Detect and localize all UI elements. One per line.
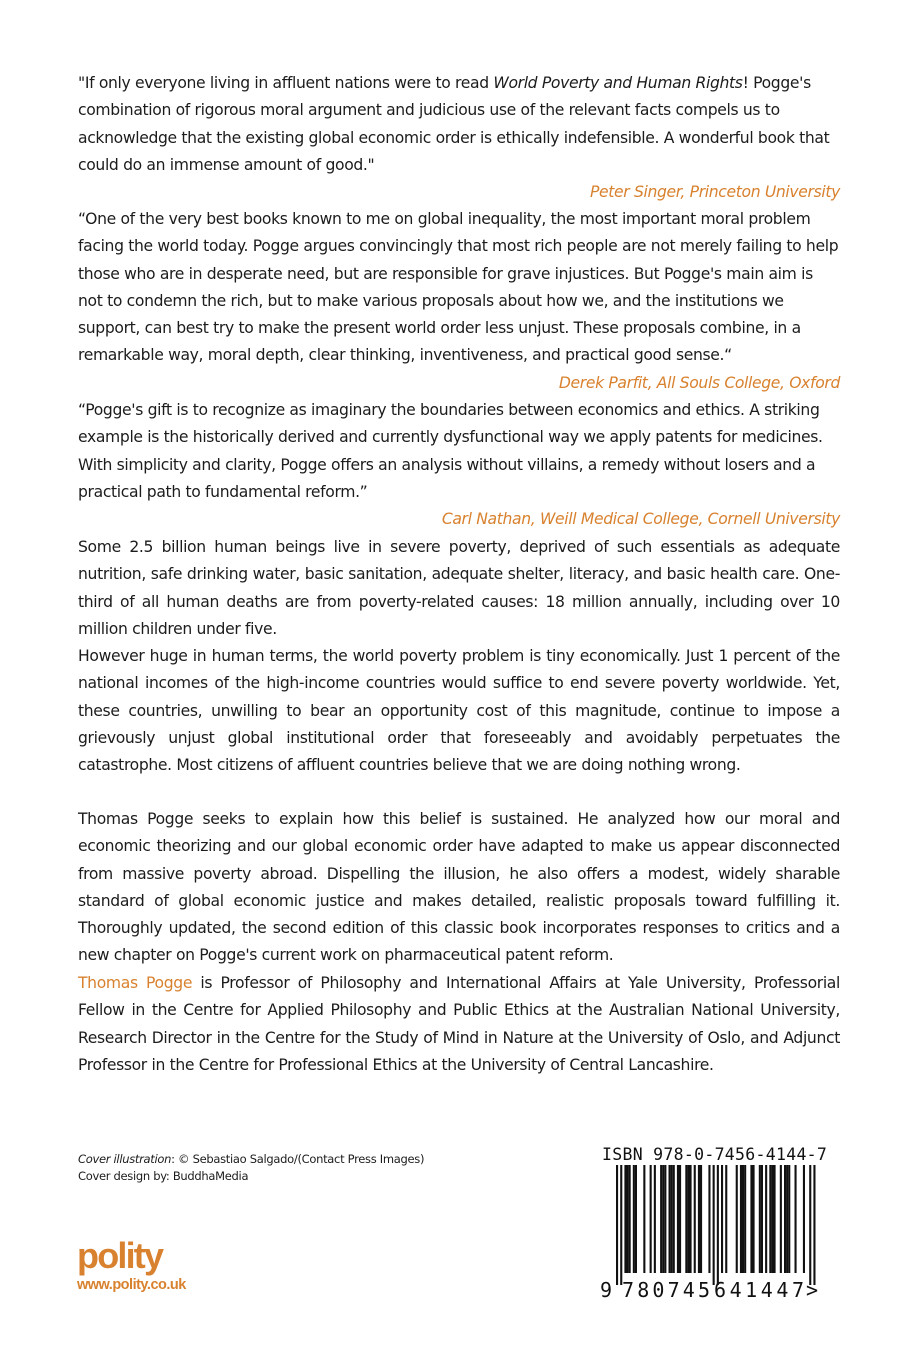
summary-paragraph-2: However huge in human terms, the world poverty problem is tiny economically. Just 1 percent of the national incomes of the high-income countries would suffice to end severe poverty worldwide. Yet, these countries, unwilling to bear an opportunity cost of this magnitude, continue to impose a grievously unjust global institutional order that foreseeably and avoidably perpetuates the catastrophe. Most citizens of affluent countries believe that we are doing nothing wrong. <box>78 647 840 775</box>
barcode-bar <box>788 1165 790 1273</box>
cover-illustration-credit: Cover illustration: © Sebastiao Salgado/(Contact Press Images) <box>78 1152 425 1166</box>
barcode-bar <box>620 1165 622 1285</box>
barcode-bar <box>633 1165 635 1273</box>
barcode-bar <box>750 1165 752 1273</box>
barcode-bar <box>725 1165 727 1273</box>
barcode-bar <box>774 1165 776 1273</box>
quote-1-attribution: Peter Singer, Princeton University <box>589 183 840 202</box>
barcode-bar <box>744 1165 746 1273</box>
barcode-bar <box>786 1165 788 1273</box>
barcode-bar <box>624 1165 626 1273</box>
summary-paragraph-1: Some 2.5 billion human beings live in severe poverty, deprived of such essentials as adequate nutrition, safe drinking water, basic sanitation, adequate shelter, literacy, and basic health care. One-third of all human deaths are from poverty-related causes: 18 million annually, including over 10 million children under five. <box>78 538 840 638</box>
barcode-bar <box>690 1165 692 1273</box>
barcode-bar <box>694 1165 696 1273</box>
barcode-bar <box>629 1165 631 1273</box>
author-bio <box>78 970 840 1079</box>
barcode-lead-digit: 9 <box>600 1278 613 1302</box>
barcode-bar <box>677 1165 679 1273</box>
barcode-bar <box>708 1165 710 1273</box>
barcode-bar <box>687 1165 689 1273</box>
barcode-bar <box>771 1165 773 1273</box>
isbn-label: ISBN 978-0-7456-4144-7 <box>602 1145 828 1164</box>
barcode-bars <box>616 1165 816 1285</box>
barcode-bar <box>643 1165 645 1273</box>
barcode-bar <box>784 1165 786 1273</box>
barcode-bar <box>671 1165 673 1273</box>
quote-3-text: “Pogge's gift is to recognize as imaginary the boundaries between economics and ethics. A striking example is the historically derived and currently dysfunctional way we apply patents for medicines. With simplicity and clarity, Pogge offers an analysis without villains, a remedy without losers and a practical path to fundamental reform.” <box>78 401 823 501</box>
barcode-bar <box>664 1165 666 1273</box>
barcode-bar <box>809 1165 811 1285</box>
barcode-bar <box>616 1165 618 1285</box>
barcode-bar <box>660 1165 662 1273</box>
barcode-bar <box>698 1165 700 1273</box>
barcode-bar <box>627 1165 629 1273</box>
quote-3-attribution: Carl Nathan, Weill Medical College, Cornell University <box>441 510 840 529</box>
barcode-bar <box>721 1165 723 1273</box>
barcode-left-digits: 780745 <box>622 1278 710 1302</box>
quote-3 <box>78 397 840 533</box>
summary-paragraph-3: Thomas Pogge seeks to explain how this belief is sustained. He analyzed how our moral and economic theorizing and our global economic order have adapted to make us appear disconnected from massive poverty abroad. Dispelling the illusion, he also offers a modest, widely sharable standard of global economic justice and makes detailed, realistic proposals toward fulfilling it. Thoroughly updated, the second edition of this classic book incorporates responses to critics and a new chapter on Pogge's current work on pharmaceutical patent reform. <box>78 810 840 965</box>
barcode-bar <box>736 1165 738 1273</box>
barcode-bar <box>650 1165 652 1273</box>
barcode-bar <box>759 1165 761 1273</box>
barcode-bar <box>769 1165 771 1273</box>
barcode-trailer: > <box>806 1278 819 1302</box>
cover-credits <box>78 1151 424 1185</box>
quote-1-text: "If only everyone living in affluent nations were to read World Poverty and Human Rights! Pogge's combination of rigorous moral argument and judicious use of the relevant facts compels us to acknowledge that the existing global economic order is ethically indefensible. A wonderful book that could do an immense amount of good." <box>78 74 830 174</box>
barcode-bar <box>685 1165 687 1273</box>
author-bio-text: is Professor of Philosophy and International Affairs at Yale University, Professorial Fellow in the Centre for Applied Philosophy and Public Ethics at the Australian National University, Research Director in the Centre for the Study of Mind in Nature at the University of Oslo, and Adjunct Professor in the Centre for Professional Ethics at the University of Central Lancashire. <box>78 974 840 1074</box>
barcode-right-digits: 641447 <box>714 1278 804 1302</box>
publisher-name: polity <box>77 1235 163 1276</box>
barcode-bar <box>761 1165 763 1273</box>
barcode-bar <box>717 1165 719 1285</box>
barcode-bar <box>669 1165 671 1273</box>
barcode-bar <box>700 1165 702 1273</box>
barcode-bar <box>742 1165 744 1273</box>
book-title: World Poverty and Human Rights <box>493 74 743 92</box>
barcode-bar <box>753 1165 755 1273</box>
barcode-bar <box>780 1165 782 1273</box>
barcode-bar <box>803 1165 805 1273</box>
author-name: Thomas Pogge <box>78 974 193 992</box>
barcode-bar <box>662 1165 664 1273</box>
barcode-bar <box>713 1165 715 1285</box>
quote-2-text: “One of the very best books known to me on global inequality, the most important moral problem facing the world today. Pogge argues convincingly that most rich people are not merely failing to help those who are in desperate need, but are responsible for grave injustices. But Pogge's main aim is not to condemn the rich, but to make various proposals about how we, and the institutions we support, can best try to make the present world order less unjust. These proposals combine, in a remarkable way, moral depth, clear thinking, inventiveness, and practical good sense.“ <box>78 210 839 365</box>
barcode-bar <box>740 1165 742 1273</box>
barcode-bar <box>635 1165 637 1273</box>
quote-1 <box>78 70 840 206</box>
isbn-barcode-block <box>598 1145 828 1305</box>
barcode-bar <box>679 1165 681 1273</box>
publisher-url[interactable]: www.polity.co.uk <box>77 1277 186 1293</box>
barcode-bar <box>795 1165 797 1273</box>
quote-2 <box>78 206 840 397</box>
barcode-bar <box>654 1165 656 1273</box>
barcode-bar <box>765 1165 767 1273</box>
polity-logo <box>77 1236 186 1294</box>
cover-design-credit: Cover design by: BuddhaMedia <box>78 1169 249 1183</box>
barcode-bar <box>673 1165 675 1273</box>
barcode-bar <box>813 1165 815 1285</box>
barcode-graphic <box>598 1165 828 1305</box>
quote-2-attribution: Derek Parfit, All Souls College, Oxford <box>558 373 840 392</box>
